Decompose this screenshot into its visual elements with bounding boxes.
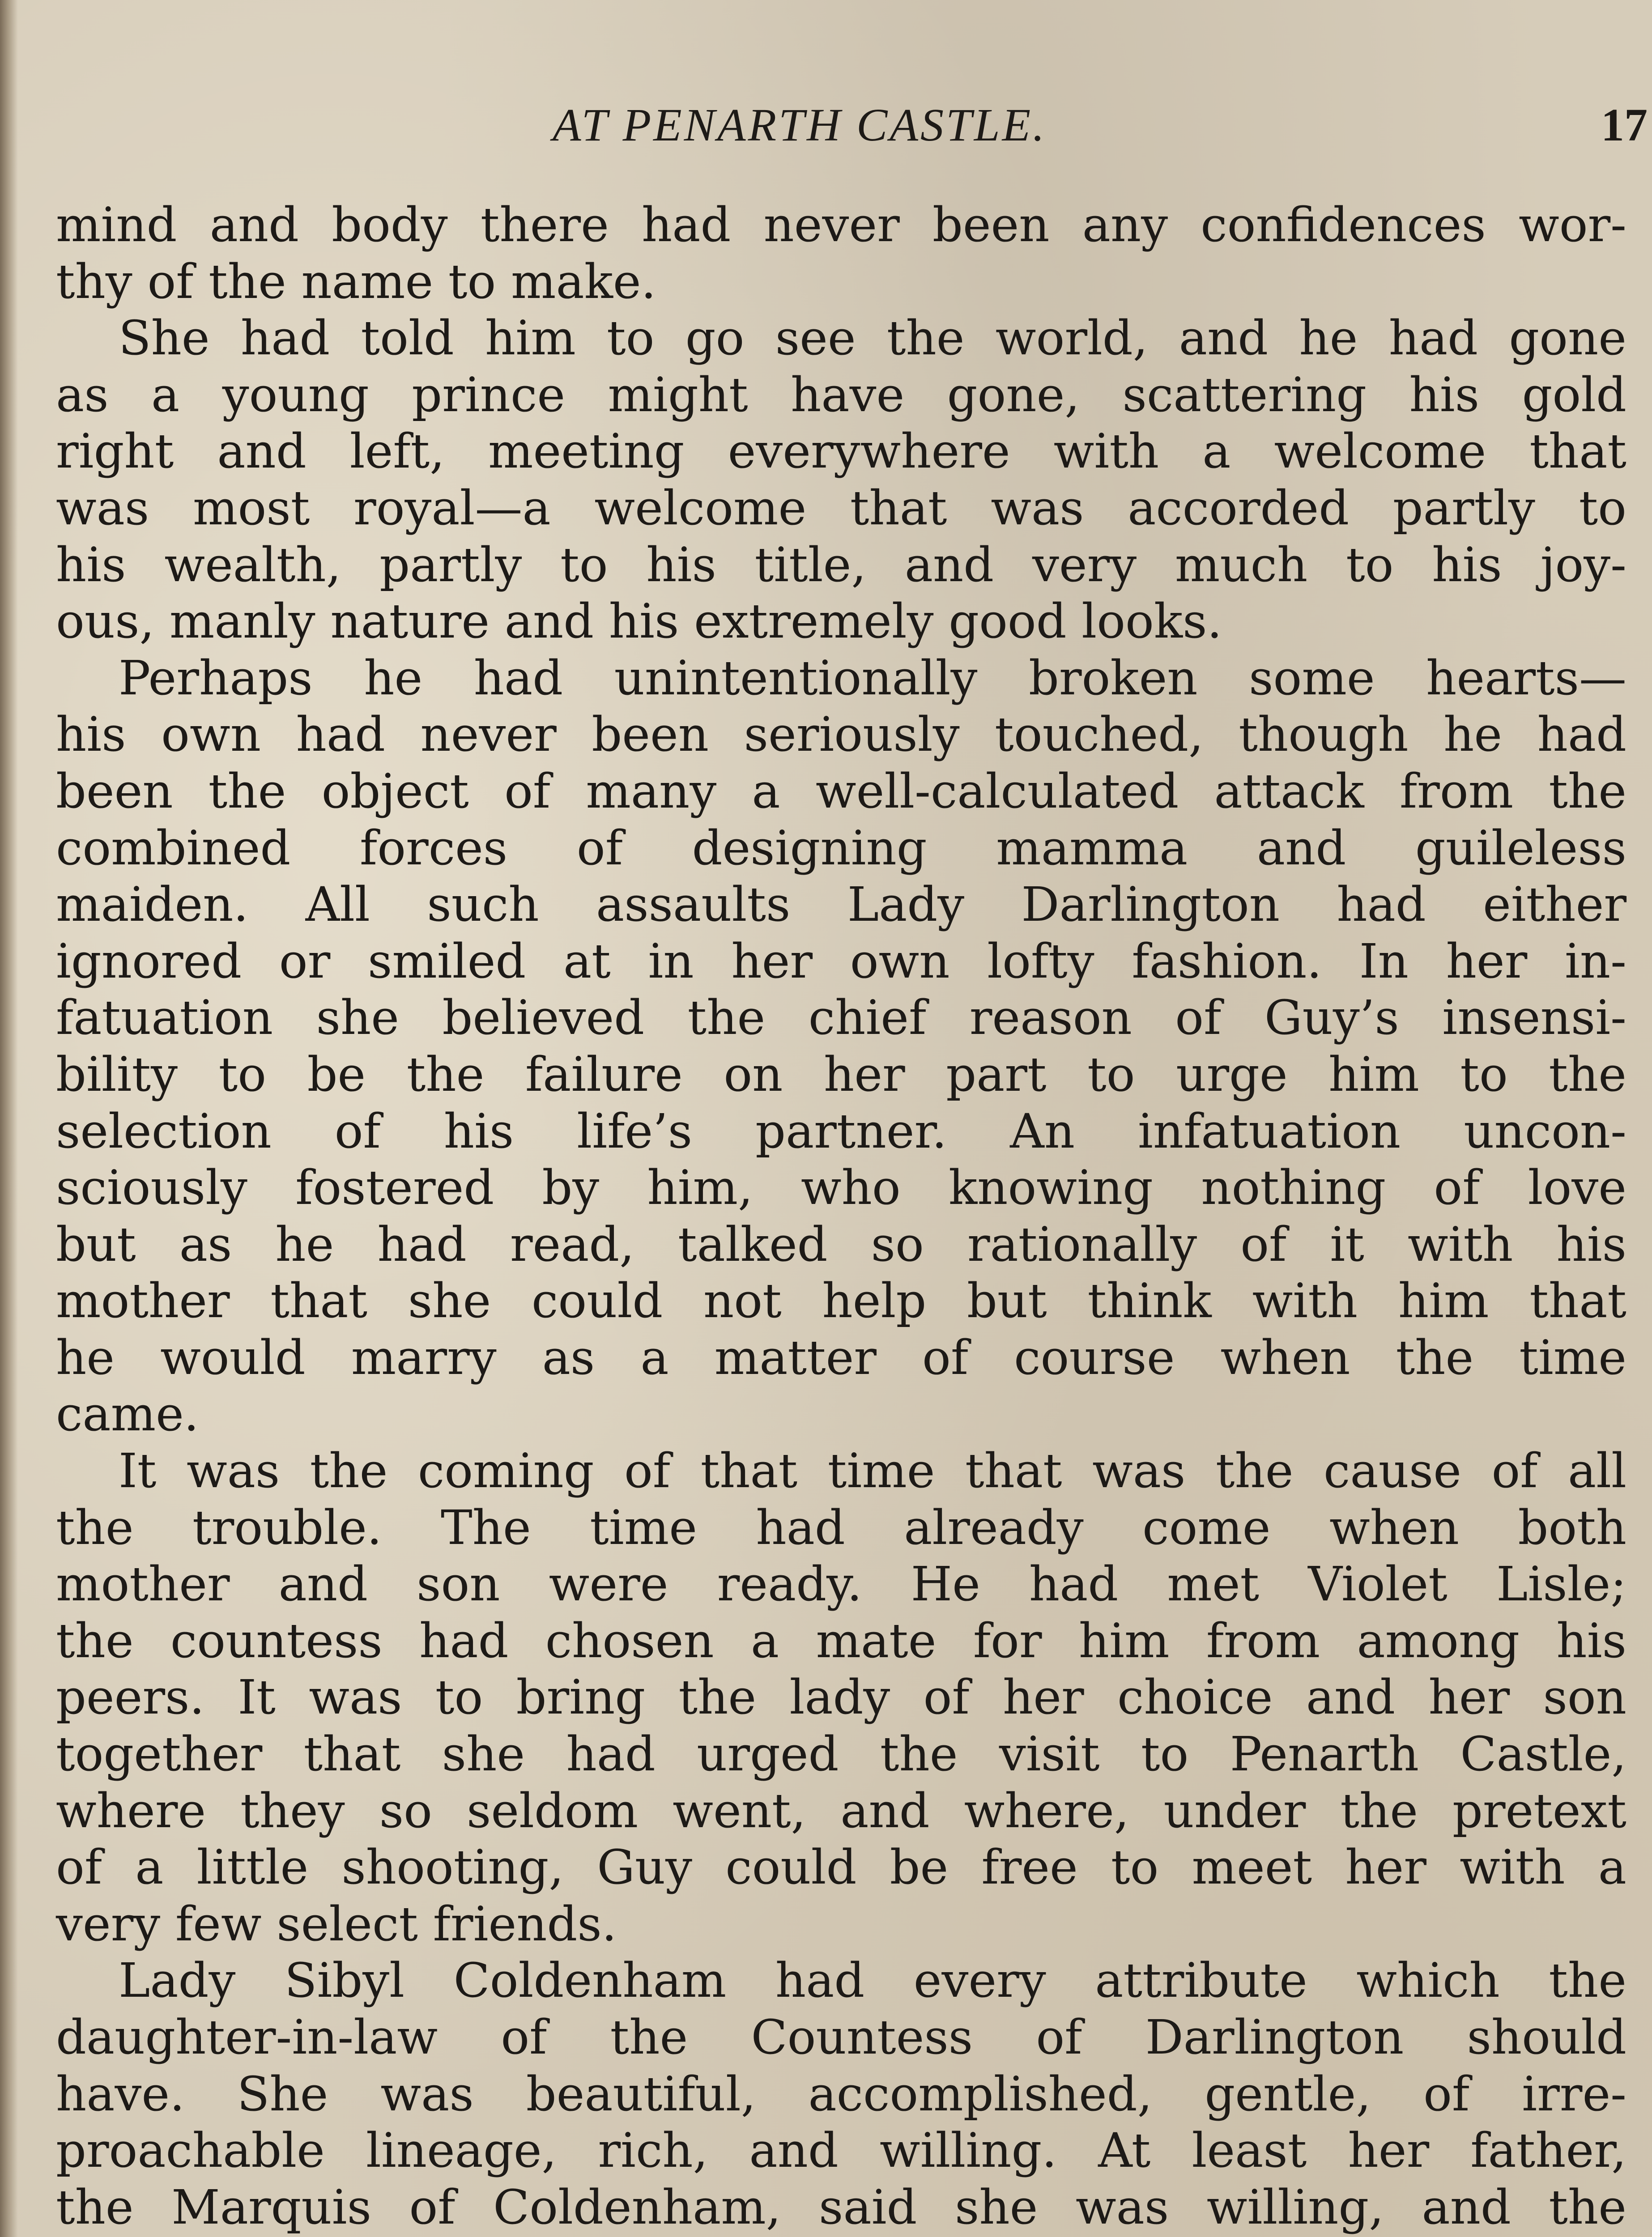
body-text: [56, 197, 1626, 2237]
text-line: as a young prince might have gone, scattering his gold: [56, 367, 1626, 422]
page-number: 17: [1601, 99, 1648, 151]
text-line: selection of his life’s partner. An infatuation uncon-: [56, 1103, 1626, 1159]
text-line: sciously fostered by him, who knowing nothing of love: [56, 1160, 1626, 1216]
text-line: his wealth, partly to his title, and very much to his joy-: [56, 537, 1626, 592]
text-line: he would marry as a matter of course when the time: [56, 1330, 1626, 1385]
text-line: have. She was beautiful, accomplished, gentle, of irre-: [56, 2066, 1626, 2122]
text-line: ous, manly nature and his extremely good looks.: [56, 594, 1222, 649]
text-line: the trouble. The time had already come when both: [56, 1500, 1626, 1555]
text-line: mother that she could not help but think with him that: [56, 1273, 1626, 1329]
book-spine-shadow: [0, 0, 18, 2237]
text-line: came.: [56, 1386, 199, 1442]
text-line: It was the coming of that time that was the cause of all: [119, 1443, 1626, 1499]
text-line: mother and son were ready. He had met Violet Lisle;: [56, 1557, 1626, 1612]
text-line: Lady Sibyl Coldenham had every attribute which the: [119, 1953, 1626, 2008]
text-line: maiden. All such assaults Lady Darlington had either: [56, 877, 1626, 932]
text-line: the countess had chosen a mate for him from among his: [56, 1613, 1626, 1668]
text-line: together that she had urged the visit to Penarth Castle,: [56, 1727, 1626, 1782]
text-line: Perhaps he had unintentionally broken some hearts—: [119, 650, 1626, 706]
text-line: been the object of many a well-calculated attack from the: [56, 763, 1626, 819]
text-line: mind and body there had never been any confidences wor-: [56, 197, 1626, 252]
text-line: where they so seldom went, and where, under the pretext: [56, 1783, 1626, 1838]
text-line: fatuation she believed the chief reason of Guy’s insensi-: [56, 990, 1626, 1046]
text-line: proachable lineage, rich, and willing. At least her father,: [56, 2123, 1626, 2178]
running-head: AT PENARTH CASTLE.: [553, 99, 1047, 151]
text-line: She had told him to go see the world, and he had gone: [119, 310, 1626, 366]
text-line: of a little shooting, Guy could be free to meet her with a: [56, 1840, 1626, 1895]
text-line: daughter-in-law of the Countess of Darlington should: [56, 2010, 1626, 2065]
text-line: his own had never been seriously touched, though he had: [56, 707, 1626, 762]
text-line: thy of the name to make.: [56, 254, 656, 309]
page-header: [0, 94, 1652, 166]
text-line: right and left, meeting everywhere with a welcome that: [56, 424, 1626, 479]
text-line: combined forces of designing mamma and guileless: [56, 820, 1626, 876]
text-line: but as he had read, talked so rationally of it with his: [56, 1216, 1626, 1272]
text-line: ignored or smiled at in her own lofty fashion. In her in-: [56, 933, 1626, 989]
text-line: the Marquis of Coldenham, said she was willing, and the: [56, 2179, 1626, 2235]
text-line: very few select friends.: [56, 1896, 617, 1952]
text-line: was most royal—a welcome that was accorded partly to: [56, 480, 1626, 536]
text-line: bility to be the failure on her part to urge him to the: [56, 1046, 1626, 1102]
text-line: peers. It was to bring the lady of her choice and her son: [56, 1670, 1626, 1725]
